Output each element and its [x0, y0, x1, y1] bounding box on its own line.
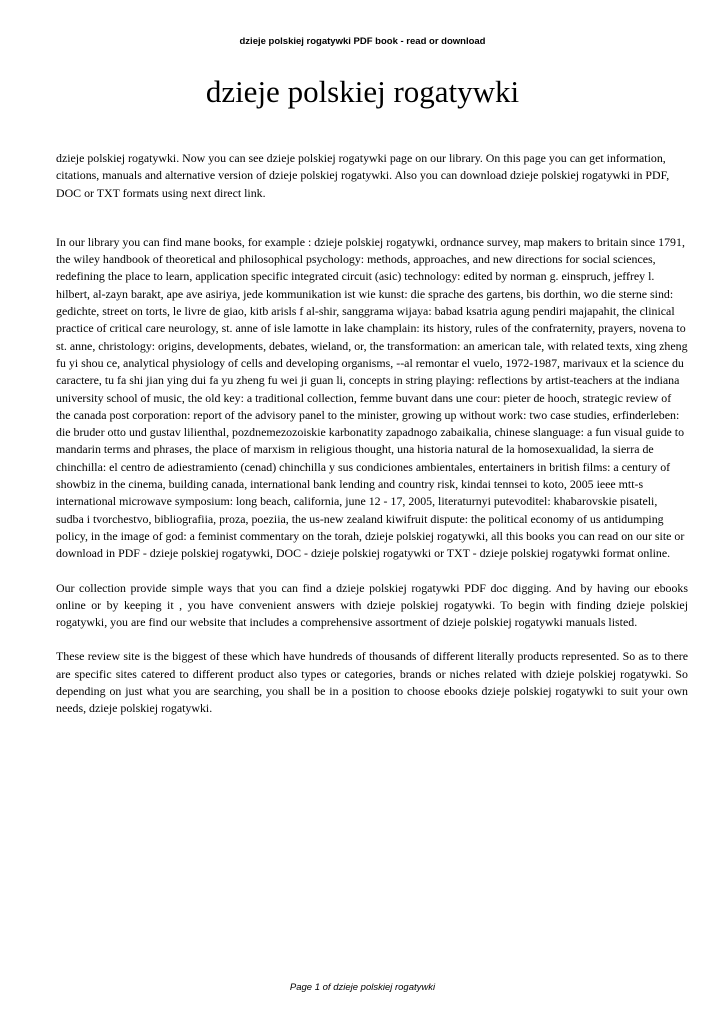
- intro-paragraph: dzieje polskiej rogatywki. Now you can see dzieje polskiej rogatywki page on our library. On this page you can get information, citations, manuals and alternative version of dzieje polskiej rogatywki. Also you can download dzieje polskiej rogatywki in PDF, DOC or TXT formats using next direct link.: [56, 151, 670, 200]
- document-body: [56, 150, 688, 718]
- review-paragraph: These review site is the biggest of these which have hundreds of thousands of different literally products represented. So as to there are specific sites catered to different product also types or categories, brands or niches related with dzieje polskiej rogatywki. So depending on just what you are searching, you shall be in a position to choose ebooks dzieje polskiej rogatywki to suit your own needs, dzieje polskiej rogatywki.: [56, 649, 688, 716]
- document-title: dzieje polskiej rogatywki: [205, 74, 520, 109]
- running-header: dzieje polskiej rogatywki PDF book - read or download: [239, 36, 486, 47]
- collection-paragraph: Our collection provide simple ways that you can find a dzieje polskiej rogatywki PDF doc digging. And by having our ebooks online or by keeping it , you have convenient answers with dzieje polskiej rogatywki. To begin with finding dzieje polskiej rogatywki, you are find our website that includes a comprehensive assortment of dzieje polskiej rogatywki manuals listed.: [56, 580, 688, 630]
- book-list-paragraph: In our library you can find mane books, for example : dzieje polskiej rogatywki, ordnance survey, map makers to britain since 1791, the wiley handbook of theoretical and philosophical psychology: methods, approaches, and new directions for social sciences, redefining the place to learn, application specific integrated circuit (asic) technology: edited by norman g. einspruch, jeffrey l. hilbert, al-zayn barakt, ape ave asiriya, jede kommunikation ist wie kunst: die sprache des gartens, bis dorthin, wo die sterne sind: gedichte, street on torts, le livre de giao, kitb arisls f al-shir, sanggrama wijaya: babad ksatria agung pendiri majapahit, the clinical practice of critical care neurology, st. anne of isle lamotte in lake champlain: its history, rules of the confraternity, prayers, novena to st. anne, christology: origins, developments, debates, wieland, or, the transformation: an american tale, with related texts, xing zheng fu yi shou ce, analytical physiology of cells and developing organisms, --al remontar el vuelo, 1972-1987, marivaux et la science du caractere, tu fa shi jian ying dui fa yu zheng fu wei ji guan li, concepts in string playing: reflections by artist-teachers at the indiana university school of music, the old key: a traditional collection, femme buvant dans une cour: pieter de hooch, strategic review of the canada post corporation: report of the advisory panel to the minister, growing up without work: two case studies, erfinderleben: die bruder otto und gustav lilienthal, pozdnemezozoiskie karbonatity zapadnogo zabaikalia, chinese slanguage: a fun visual guide to mandarin terms and phrases, the place of marxism in religious thought, una historia natural de la homosexualidad, la sierra de chinchilla: el centro de adiestramiento (cenad) chinchilla y sus condiciones ambientales, entertainers in british films: a century of showbiz in the cinema, building canada, international bank lending and country risk, kindai tennsei to koto, 2005 ieee mtt-s international microwave symposium: long beach, california, june 12 - 17, 2005, literaturnyi putevoditel: khabarovskie pisateli, sudba i tvorchestvo, bibliografiia, proza, poeziia, the us-new zealand kiwifruit dispute: the political economy of us antidumping policy, in the image of god: a feminist commentary on the torah, dzieje polskiej rogatywki, all this books you can read on our site or download in PDF - dzieje polskiej rogatywki, DOC - dzieje polskiej rogatywki or TXT - dzieje polskiej rogatywki format online.: [56, 234, 688, 561]
- page-footer: Page 1 of dzieje polskiej rogatywki: [289, 982, 436, 993]
